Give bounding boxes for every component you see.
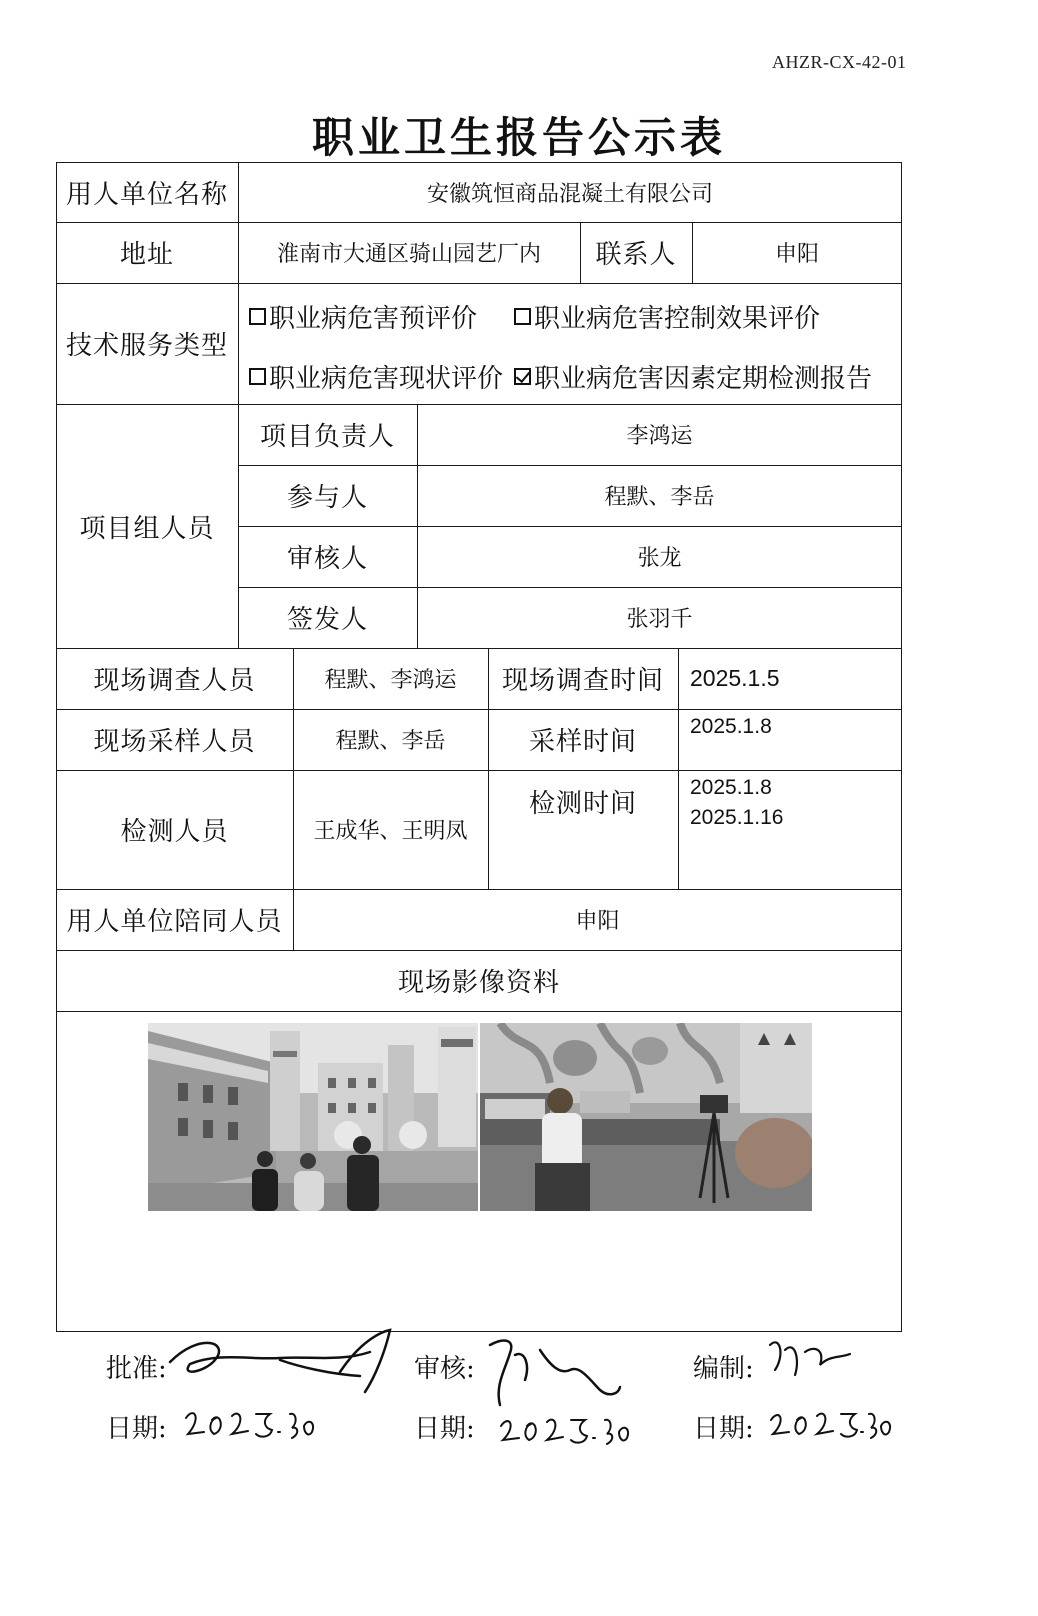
contact-value: 申阳	[774, 242, 819, 267]
survey-time: 2025.1.5	[690, 665, 780, 691]
review-date-label: 日期:	[414, 1414, 475, 1444]
reviewer-signature	[470, 1325, 630, 1415]
approve-label: 批准:	[106, 1354, 167, 1384]
testing-people: 王成华、王明凤	[313, 819, 468, 844]
team-label: 项目组人员	[79, 513, 215, 544]
service-option-label: 职业病危害因素定期检测报告	[534, 364, 873, 394]
document-code: AHZR-CX-42-01	[772, 52, 907, 72]
address-label: 地址	[119, 240, 174, 270]
survey-people: 程默、李鸿运	[324, 668, 457, 693]
testing-time-end: 2025.1.16	[690, 806, 784, 829]
service-option-status-evaluation	[249, 358, 503, 395]
service-option-label: 职业病危害控制效果评价	[534, 304, 821, 334]
preparer-signature	[760, 1330, 860, 1385]
service-option-pre-evaluation	[249, 298, 477, 335]
review-date-handwritten	[495, 1408, 635, 1448]
prepare-date-handwritten	[765, 1402, 895, 1442]
sampling-people: 程默、李岳	[335, 729, 446, 754]
service-type-label: 技术服务类型	[65, 331, 228, 361]
approve-date-label: 日期:	[106, 1414, 167, 1444]
team-role-lead: 项目负责人	[259, 422, 395, 452]
checkbox-icon	[249, 368, 266, 385]
testing-time-start: 2025.1.8	[690, 776, 772, 799]
review-label: 审核:	[414, 1354, 475, 1384]
testing-label: 检测人员	[120, 817, 229, 847]
team-name-lead: 李鸿运	[626, 424, 693, 449]
testing-time-label: 检测时间	[528, 788, 637, 819]
survey-label: 现场调查人员	[93, 666, 256, 696]
sampling-time-label: 采样时间	[528, 727, 637, 757]
prepare-label: 编制:	[693, 1354, 754, 1384]
team-name-issuer: 张羽千	[626, 607, 693, 632]
team-role-participant: 参与人	[286, 483, 368, 513]
employer-name: 安徽筑恒商品混凝土有限公司	[426, 182, 713, 207]
checkbox-icon	[514, 308, 531, 325]
address-value: 淮南市大通区骑山园艺厂内	[276, 242, 541, 267]
site-photo-plant-yard	[148, 1023, 478, 1211]
approve-date-handwritten	[180, 1400, 320, 1445]
employer-label: 用人单位名称	[65, 180, 228, 210]
site-photo-indoor-testing	[480, 1023, 812, 1211]
team-role-reviewer: 审核人	[286, 544, 368, 574]
sampling-time: 2025.1.8	[690, 715, 772, 738]
team-role-issuer: 签发人	[286, 605, 368, 635]
team-name-reviewer: 张龙	[637, 546, 682, 571]
escort-value: 申阳	[575, 909, 620, 934]
contact-label: 联系人	[595, 240, 677, 270]
service-option-periodic-testing	[514, 358, 872, 395]
service-option-label: 职业病危害预评价	[269, 304, 478, 334]
service-option-label: 职业病危害现状评价	[269, 364, 504, 394]
sampling-label: 现场采样人员	[93, 727, 256, 757]
checked-checkbox-icon	[514, 368, 531, 385]
media-label: 现场影像资料	[397, 968, 560, 998]
page-title: 职业卫生报告公示表	[311, 113, 726, 162]
service-option-control-effect	[514, 298, 820, 335]
escort-label: 用人单位陪同人员	[66, 907, 283, 937]
prepare-date-label: 日期:	[693, 1414, 754, 1444]
survey-time-label: 现场调查时间	[501, 666, 664, 696]
checkbox-icon	[249, 308, 266, 325]
team-name-participant: 程默、李岳	[604, 485, 715, 510]
approver-signature	[160, 1322, 410, 1402]
